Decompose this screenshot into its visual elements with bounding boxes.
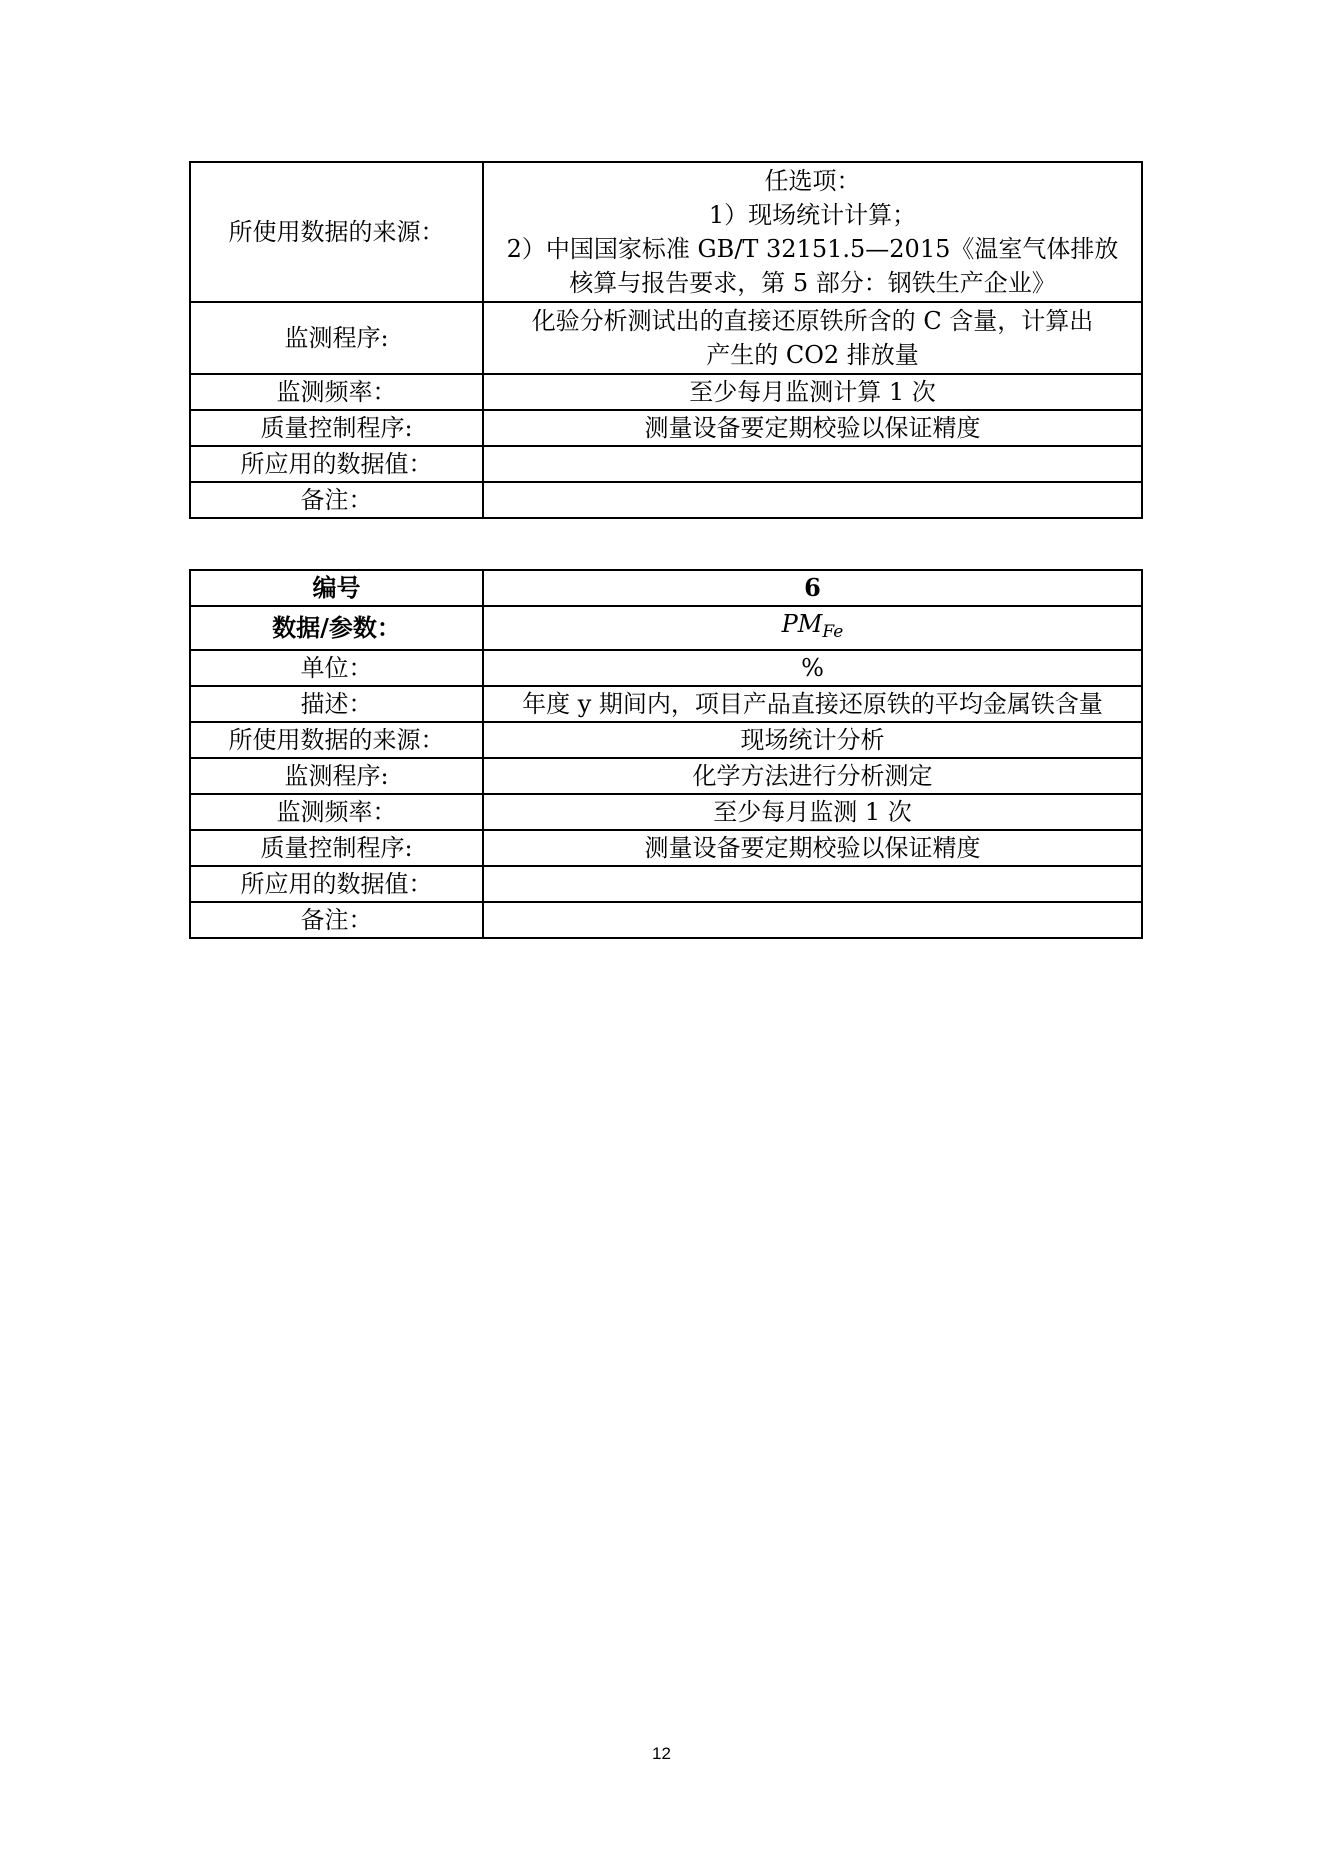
- param-symbol-subscript: Fe: [822, 622, 844, 642]
- id-value: 6: [483, 570, 1142, 606]
- value-line: 化验分析测试出的直接还原铁所含的 C 含量，计算出: [531, 307, 1094, 335]
- row-label: 描述：: [190, 686, 483, 722]
- row-label: 监测程序:: [190, 758, 483, 794]
- value-line: 核算与报告要求，第 5 部分：钢铁生产企业》: [569, 269, 1056, 297]
- param-label: 数据/参数：: [190, 606, 483, 650]
- id-label: 编号: [190, 570, 483, 606]
- row-value: [483, 482, 1142, 518]
- table-row: [190, 902, 1142, 938]
- row-value: [483, 866, 1142, 902]
- row-value: 至少每月监测 1 次: [483, 794, 1142, 830]
- row-value: 测量设备要定期校验以保证精度: [483, 410, 1142, 446]
- row-value: 测量设备要定期校验以保证精度: [483, 830, 1142, 866]
- row-value: [483, 162, 1142, 302]
- row-value: [483, 446, 1142, 482]
- table-row: [190, 374, 1142, 410]
- row-label: 所应用的数据值：: [190, 866, 483, 902]
- table-row: [190, 794, 1142, 830]
- value-line: 1）现场统计计算；: [708, 201, 917, 229]
- table-row: [190, 650, 1142, 686]
- row-label: 所使用数据的来源：: [190, 722, 483, 758]
- value-line: 2）中国国家标准 GB/T 32151.5—2015《温室气体排放: [506, 235, 1119, 263]
- table-row: [190, 302, 1142, 374]
- row-value: 现场统计分析: [483, 722, 1142, 758]
- row-label: 备注：: [190, 902, 483, 938]
- table-row: [190, 722, 1142, 758]
- monitoring-table-continued: [189, 161, 1143, 519]
- row-value: 年度 y 期间内，项目产品直接还原铁的平均金属铁含量: [483, 686, 1142, 722]
- table-row: [190, 162, 1142, 302]
- table-row: [190, 686, 1142, 722]
- row-label: 单位：: [190, 650, 483, 686]
- row-value: %: [483, 650, 1142, 686]
- row-label: 备注：: [190, 482, 483, 518]
- row-label: 所使用数据的来源：: [190, 162, 483, 302]
- row-label: 质量控制程序:: [190, 410, 483, 446]
- table-row: [190, 410, 1142, 446]
- param-value: [483, 606, 1142, 650]
- row-label: 监测频率：: [190, 374, 483, 410]
- value-line: 任选项：: [764, 167, 861, 195]
- table-row: [190, 482, 1142, 518]
- row-value: [483, 902, 1142, 938]
- row-label: 监测频率：: [190, 794, 483, 830]
- table-row: [190, 758, 1142, 794]
- row-label: 监测程序:: [190, 302, 483, 374]
- monitoring-table-6: [189, 569, 1143, 939]
- table-row: [190, 830, 1142, 866]
- table-header-row: [190, 570, 1142, 606]
- table-row: [190, 866, 1142, 902]
- param-symbol: [781, 610, 844, 642]
- param-symbol-base: PM: [781, 610, 823, 638]
- page-number: 12: [652, 1744, 671, 1763]
- row-value: [483, 302, 1142, 374]
- table-row: [190, 606, 1142, 650]
- table-row: [190, 446, 1142, 482]
- row-value: 化学方法进行分析测定: [483, 758, 1142, 794]
- value-line: 产生的 CO2 排放量: [706, 341, 919, 369]
- row-label: 质量控制程序:: [190, 830, 483, 866]
- row-label: 所应用的数据值：: [190, 446, 483, 482]
- row-value: 至少每月监测计算 1 次: [483, 374, 1142, 410]
